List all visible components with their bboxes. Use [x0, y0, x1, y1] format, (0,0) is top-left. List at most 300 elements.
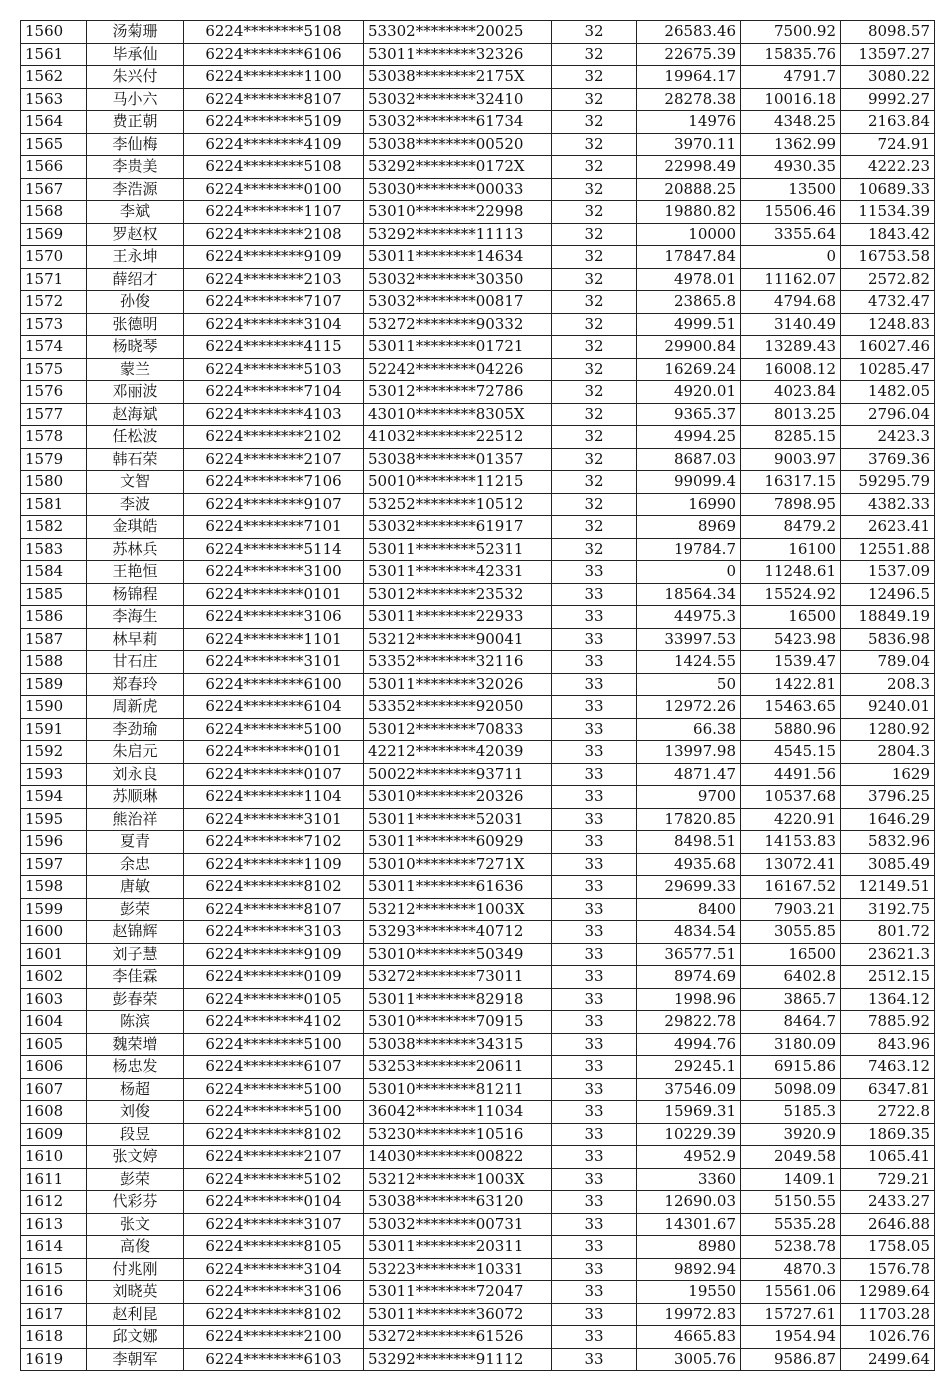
amount-3: 18849.19: [841, 606, 935, 629]
age-value: 33: [552, 966, 637, 989]
amount-3: 2623.41: [841, 516, 935, 539]
id-number: 53038********34315: [364, 1033, 552, 1056]
person-name: 彭春荣: [87, 988, 184, 1011]
age-value: 33: [552, 943, 637, 966]
person-name: 薛绍才: [87, 268, 184, 291]
person-name: 费正朝: [87, 111, 184, 134]
bank-card-number: 6224********3103: [184, 921, 364, 944]
bank-card-number: 6224********6103: [184, 1348, 364, 1371]
table-row: [21, 898, 935, 921]
age-value: 33: [552, 1146, 637, 1169]
amount-1: 0: [637, 561, 741, 584]
bank-card-number: 6224********8107: [184, 88, 364, 111]
table-row: [21, 156, 935, 179]
amount-2: 10016.18: [741, 88, 841, 111]
age-value: 33: [552, 628, 637, 651]
table-row: [21, 1078, 935, 1101]
amount-1: 13997.98: [637, 741, 741, 764]
id-number: 53011********60929: [364, 831, 552, 854]
bank-card-number: 6224********8107: [184, 898, 364, 921]
person-name: 刘晓英: [87, 1281, 184, 1304]
amount-3: 4732.47: [841, 291, 935, 314]
person-name: 李浩源: [87, 178, 184, 201]
amount-2: 1422.81: [741, 673, 841, 696]
table-row: [21, 1191, 935, 1214]
age-value: 32: [552, 178, 637, 201]
row-number: 1567: [21, 178, 87, 201]
bank-card-number: 6224********4115: [184, 336, 364, 359]
bank-card-number: 6224********7107: [184, 291, 364, 314]
amount-1: 4665.83: [637, 1326, 741, 1349]
person-name: 毕承仙: [87, 43, 184, 66]
id-number: 53038********00520: [364, 133, 552, 156]
bank-card-number: 6224********5100: [184, 718, 364, 741]
row-number: 1568: [21, 201, 87, 224]
person-name: 周新虎: [87, 696, 184, 719]
amount-1: 4935.68: [637, 853, 741, 876]
amount-2: 1954.94: [741, 1326, 841, 1349]
amount-1: 10000: [637, 223, 741, 246]
table-row: [21, 651, 935, 674]
amount-1: 4978.01: [637, 268, 741, 291]
person-name: 李佳霖: [87, 966, 184, 989]
person-name: 邱文娜: [87, 1326, 184, 1349]
person-name: 金琪皓: [87, 516, 184, 539]
id-number: 53010********22998: [364, 201, 552, 224]
bank-card-number: 6224********9109: [184, 246, 364, 269]
table-row: [21, 1146, 935, 1169]
age-value: 32: [552, 471, 637, 494]
amount-1: 37546.09: [637, 1078, 741, 1101]
amount-1: 10229.39: [637, 1123, 741, 1146]
id-number: 53223********10331: [364, 1258, 552, 1281]
bank-card-number: 6224********5100: [184, 1078, 364, 1101]
person-name: 苏顺琳: [87, 786, 184, 809]
person-name: 任松波: [87, 426, 184, 449]
person-name: 彭荣: [87, 1168, 184, 1191]
table-row: [21, 673, 935, 696]
amount-3: 1869.35: [841, 1123, 935, 1146]
id-number: 53302********20025: [364, 21, 552, 44]
table-row: [21, 741, 935, 764]
amount-2: 16500: [741, 943, 841, 966]
amount-2: 4023.84: [741, 381, 841, 404]
amount-1: 26583.46: [637, 21, 741, 44]
bank-card-number: 6224********4102: [184, 1011, 364, 1034]
person-name: 杨晓琴: [87, 336, 184, 359]
amount-1: 8974.69: [637, 966, 741, 989]
amount-2: 5423.98: [741, 628, 841, 651]
amount-1: 8400: [637, 898, 741, 921]
row-number: 1611: [21, 1168, 87, 1191]
bank-card-number: 6224********7104: [184, 381, 364, 404]
person-name: 韩石荣: [87, 448, 184, 471]
row-number: 1602: [21, 966, 87, 989]
person-name: 唐敏: [87, 876, 184, 899]
id-number: 53272********73011: [364, 966, 552, 989]
id-number: 53010********70915: [364, 1011, 552, 1034]
row-number: 1595: [21, 808, 87, 831]
table-row: [21, 133, 935, 156]
row-number: 1610: [21, 1146, 87, 1169]
table-row: [21, 336, 935, 359]
bank-card-number: 6224********3101: [184, 808, 364, 831]
row-number: 1618: [21, 1326, 87, 1349]
id-number: 53252********10512: [364, 493, 552, 516]
id-number: 53032********00731: [364, 1213, 552, 1236]
id-number: 50010********11215: [364, 471, 552, 494]
person-name: 李波: [87, 493, 184, 516]
amount-2: 16317.15: [741, 471, 841, 494]
row-number: 1614: [21, 1236, 87, 1259]
bank-card-number: 6224********3106: [184, 1281, 364, 1304]
table-body: [21, 21, 935, 1371]
id-number: 53292********11113: [364, 223, 552, 246]
id-number: 53011********14634: [364, 246, 552, 269]
amount-1: 4920.01: [637, 381, 741, 404]
amount-3: 1629: [841, 763, 935, 786]
age-value: 33: [552, 1168, 637, 1191]
amount-1: 18564.34: [637, 583, 741, 606]
amount-2: 4491.56: [741, 763, 841, 786]
amount-3: 3080.22: [841, 66, 935, 89]
person-name: 王永坤: [87, 246, 184, 269]
id-number: 53352********92050: [364, 696, 552, 719]
amount-1: 19972.83: [637, 1303, 741, 1326]
age-value: 33: [552, 786, 637, 809]
person-name: 郑春玲: [87, 673, 184, 696]
amount-3: 59295.79: [841, 471, 935, 494]
amount-3: 1843.42: [841, 223, 935, 246]
age-value: 32: [552, 358, 637, 381]
row-number: 1592: [21, 741, 87, 764]
bank-card-number: 6224********3100: [184, 561, 364, 584]
table-row: [21, 223, 935, 246]
bank-card-number: 6224********9109: [184, 943, 364, 966]
age-value: 33: [552, 1258, 637, 1281]
amount-2: 4545.15: [741, 741, 841, 764]
table-row: [21, 1056, 935, 1079]
age-value: 33: [552, 651, 637, 674]
person-name: 文智: [87, 471, 184, 494]
amount-2: 6402.8: [741, 966, 841, 989]
amount-2: 4930.35: [741, 156, 841, 179]
table-row: [21, 1303, 935, 1326]
bank-card-number: 6224********2103: [184, 268, 364, 291]
table-row: [21, 448, 935, 471]
person-name: 甘石庄: [87, 651, 184, 674]
row-number: 1563: [21, 88, 87, 111]
table-row: [21, 606, 935, 629]
amount-2: 2049.58: [741, 1146, 841, 1169]
age-value: 33: [552, 1011, 637, 1034]
amount-3: 1280.92: [841, 718, 935, 741]
age-value: 32: [552, 66, 637, 89]
person-name: 李贵美: [87, 156, 184, 179]
age-value: 32: [552, 381, 637, 404]
id-number: 53032********32410: [364, 88, 552, 111]
amount-1: 16269.24: [637, 358, 741, 381]
bank-card-number: 6224********5103: [184, 358, 364, 381]
table-row: [21, 561, 935, 584]
amount-2: 5535.28: [741, 1213, 841, 1236]
bank-card-number: 6224********0104: [184, 1191, 364, 1214]
row-number: 1560: [21, 21, 87, 44]
amount-2: 3180.09: [741, 1033, 841, 1056]
row-number: 1600: [21, 921, 87, 944]
age-value: 32: [552, 246, 637, 269]
amount-2: 13289.43: [741, 336, 841, 359]
age-value: 33: [552, 1191, 637, 1214]
id-number: 53012********72786: [364, 381, 552, 404]
table-row: [21, 1033, 935, 1056]
person-name: 赵锦辉: [87, 921, 184, 944]
amount-1: 4994.76: [637, 1033, 741, 1056]
table-row: [21, 763, 935, 786]
age-value: 33: [552, 1326, 637, 1349]
id-number: 36042********11034: [364, 1101, 552, 1124]
id-number: 53292********91112: [364, 1348, 552, 1371]
row-number: 1588: [21, 651, 87, 674]
amount-3: 12989.64: [841, 1281, 935, 1304]
person-name: 高俊: [87, 1236, 184, 1259]
amount-1: 12972.26: [637, 696, 741, 719]
age-value: 32: [552, 88, 637, 111]
bank-card-number: 6224********3104: [184, 313, 364, 336]
amount-3: 843.96: [841, 1033, 935, 1056]
person-name: 张文婷: [87, 1146, 184, 1169]
age-value: 33: [552, 673, 637, 696]
amount-1: 9700: [637, 786, 741, 809]
amount-3: 1065.41: [841, 1146, 935, 1169]
person-name: 刘子慧: [87, 943, 184, 966]
table-row: [21, 381, 935, 404]
amount-1: 20888.25: [637, 178, 741, 201]
id-number: 53038********2175X: [364, 66, 552, 89]
table-row: [21, 1213, 935, 1236]
age-value: 33: [552, 1281, 637, 1304]
id-number: 53293********40712: [364, 921, 552, 944]
bank-card-number: 6224********5109: [184, 111, 364, 134]
table-row: [21, 718, 935, 741]
person-name: 代彩芬: [87, 1191, 184, 1214]
row-number: 1586: [21, 606, 87, 629]
person-name: 林早莉: [87, 628, 184, 651]
row-number: 1597: [21, 853, 87, 876]
row-number: 1607: [21, 1078, 87, 1101]
amount-3: 1482.05: [841, 381, 935, 404]
amount-2: 16500: [741, 606, 841, 629]
amount-1: 15969.31: [637, 1101, 741, 1124]
data-table: [20, 20, 935, 1371]
bank-card-number: 6224********2107: [184, 448, 364, 471]
amount-1: 12690.03: [637, 1191, 741, 1214]
amount-1: 8969: [637, 516, 741, 539]
person-name: 熊治祥: [87, 808, 184, 831]
table-row: [21, 1236, 935, 1259]
age-value: 32: [552, 43, 637, 66]
table-row: [21, 88, 935, 111]
age-value: 32: [552, 448, 637, 471]
amount-3: 10689.33: [841, 178, 935, 201]
bank-card-number: 6224********5108: [184, 156, 364, 179]
amount-1: 19550: [637, 1281, 741, 1304]
amount-3: 10285.47: [841, 358, 935, 381]
person-name: 邓丽波: [87, 381, 184, 404]
person-name: 赵海斌: [87, 403, 184, 426]
row-number: 1574: [21, 336, 87, 359]
amount-3: 5836.98: [841, 628, 935, 651]
table-row: [21, 1326, 935, 1349]
person-name: 刘俊: [87, 1101, 184, 1124]
age-value: 33: [552, 1213, 637, 1236]
table-row: [21, 1168, 935, 1191]
table-row: [21, 66, 935, 89]
row-number: 1585: [21, 583, 87, 606]
amount-3: 9992.27: [841, 88, 935, 111]
amount-2: 13072.41: [741, 853, 841, 876]
table-row: [21, 988, 935, 1011]
amount-1: 22998.49: [637, 156, 741, 179]
id-number: 53010********81211: [364, 1078, 552, 1101]
amount-3: 3085.49: [841, 853, 935, 876]
amount-2: 4794.68: [741, 291, 841, 314]
table-row: [21, 43, 935, 66]
amount-2: 5185.3: [741, 1101, 841, 1124]
amount-3: 1026.76: [841, 1326, 935, 1349]
amount-2: 3865.7: [741, 988, 841, 1011]
row-number: 1619: [21, 1348, 87, 1371]
table-row: [21, 358, 935, 381]
id-number: 53011********72047: [364, 1281, 552, 1304]
amount-2: 3355.64: [741, 223, 841, 246]
id-number: 50022********93711: [364, 763, 552, 786]
table-row: [21, 313, 935, 336]
id-number: 53032********00817: [364, 291, 552, 314]
bank-card-number: 6224********2107: [184, 1146, 364, 1169]
amount-3: 724.91: [841, 133, 935, 156]
person-name: 夏青: [87, 831, 184, 854]
table-row: [21, 943, 935, 966]
bank-card-number: 6224********2102: [184, 426, 364, 449]
amount-3: 2804.3: [841, 741, 935, 764]
id-number: 53352********32116: [364, 651, 552, 674]
amount-3: 1537.09: [841, 561, 935, 584]
id-number: 42212********42039: [364, 741, 552, 764]
row-number: 1612: [21, 1191, 87, 1214]
age-value: 32: [552, 223, 637, 246]
amount-1: 14301.67: [637, 1213, 741, 1236]
amount-2: 3055.85: [741, 921, 841, 944]
bank-card-number: 6224********3101: [184, 651, 364, 674]
id-number: 52242********04226: [364, 358, 552, 381]
row-number: 1593: [21, 763, 87, 786]
table-row: [21, 178, 935, 201]
row-number: 1590: [21, 696, 87, 719]
amount-3: 16753.58: [841, 246, 935, 269]
amount-2: 9586.87: [741, 1348, 841, 1371]
amount-1: 19784.7: [637, 538, 741, 561]
table-row: [21, 493, 935, 516]
amount-1: 44975.3: [637, 606, 741, 629]
row-number: 1591: [21, 718, 87, 741]
id-number: 53011********20311: [364, 1236, 552, 1259]
amount-3: 801.72: [841, 921, 935, 944]
amount-1: 8980: [637, 1236, 741, 1259]
person-name: 王艳恒: [87, 561, 184, 584]
age-value: 32: [552, 336, 637, 359]
bank-card-number: 6224********4109: [184, 133, 364, 156]
amount-1: 29822.78: [637, 1011, 741, 1034]
amount-1: 4834.54: [637, 921, 741, 944]
id-number: 53212********1003X: [364, 1168, 552, 1191]
amount-3: 6347.81: [841, 1078, 935, 1101]
table-row: [21, 291, 935, 314]
table-row: [21, 1101, 935, 1124]
bank-card-number: 6224********3106: [184, 606, 364, 629]
id-number: 53012********70833: [364, 718, 552, 741]
id-number: 53212********90041: [364, 628, 552, 651]
person-name: 汤菊珊: [87, 21, 184, 44]
table-row: [21, 853, 935, 876]
person-name: 杨忠发: [87, 1056, 184, 1079]
amount-3: 2796.04: [841, 403, 935, 426]
amount-2: 7898.95: [741, 493, 841, 516]
table-row: [21, 921, 935, 944]
id-number: 53230********10516: [364, 1123, 552, 1146]
table-row: [21, 1011, 935, 1034]
row-number: 1598: [21, 876, 87, 899]
table-row: [21, 786, 935, 809]
id-number: 53253********20611: [364, 1056, 552, 1079]
amount-3: 12149.51: [841, 876, 935, 899]
id-number: 53011********52031: [364, 808, 552, 831]
amount-2: 4348.25: [741, 111, 841, 134]
id-number: 53292********0172X: [364, 156, 552, 179]
table-row: [21, 1281, 935, 1304]
amount-3: 5832.96: [841, 831, 935, 854]
amount-3: 3769.36: [841, 448, 935, 471]
amount-2: 16008.12: [741, 358, 841, 381]
bank-card-number: 6224********1100: [184, 66, 364, 89]
amount-1: 19964.17: [637, 66, 741, 89]
amount-2: 5098.09: [741, 1078, 841, 1101]
table-row: [21, 538, 935, 561]
age-value: 33: [552, 1303, 637, 1326]
person-name: 李海生: [87, 606, 184, 629]
bank-card-number: 6224********6104: [184, 696, 364, 719]
row-number: 1577: [21, 403, 87, 426]
id-number: 53011********52311: [364, 538, 552, 561]
amount-2: 4220.91: [741, 808, 841, 831]
amount-3: 789.04: [841, 651, 935, 674]
table-row: [21, 966, 935, 989]
amount-3: 7463.12: [841, 1056, 935, 1079]
id-number: 53010********20326: [364, 786, 552, 809]
table-row: [21, 1258, 935, 1281]
amount-2: 8464.7: [741, 1011, 841, 1034]
amount-2: 4791.7: [741, 66, 841, 89]
amount-3: 3192.75: [841, 898, 935, 921]
amount-2: 11162.07: [741, 268, 841, 291]
id-number: 53272********61526: [364, 1326, 552, 1349]
bank-card-number: 6224********6100: [184, 673, 364, 696]
age-value: 33: [552, 1348, 637, 1371]
amount-1: 8498.51: [637, 831, 741, 854]
age-value: 32: [552, 21, 637, 44]
amount-1: 29245.1: [637, 1056, 741, 1079]
person-name: 魏荣增: [87, 1033, 184, 1056]
